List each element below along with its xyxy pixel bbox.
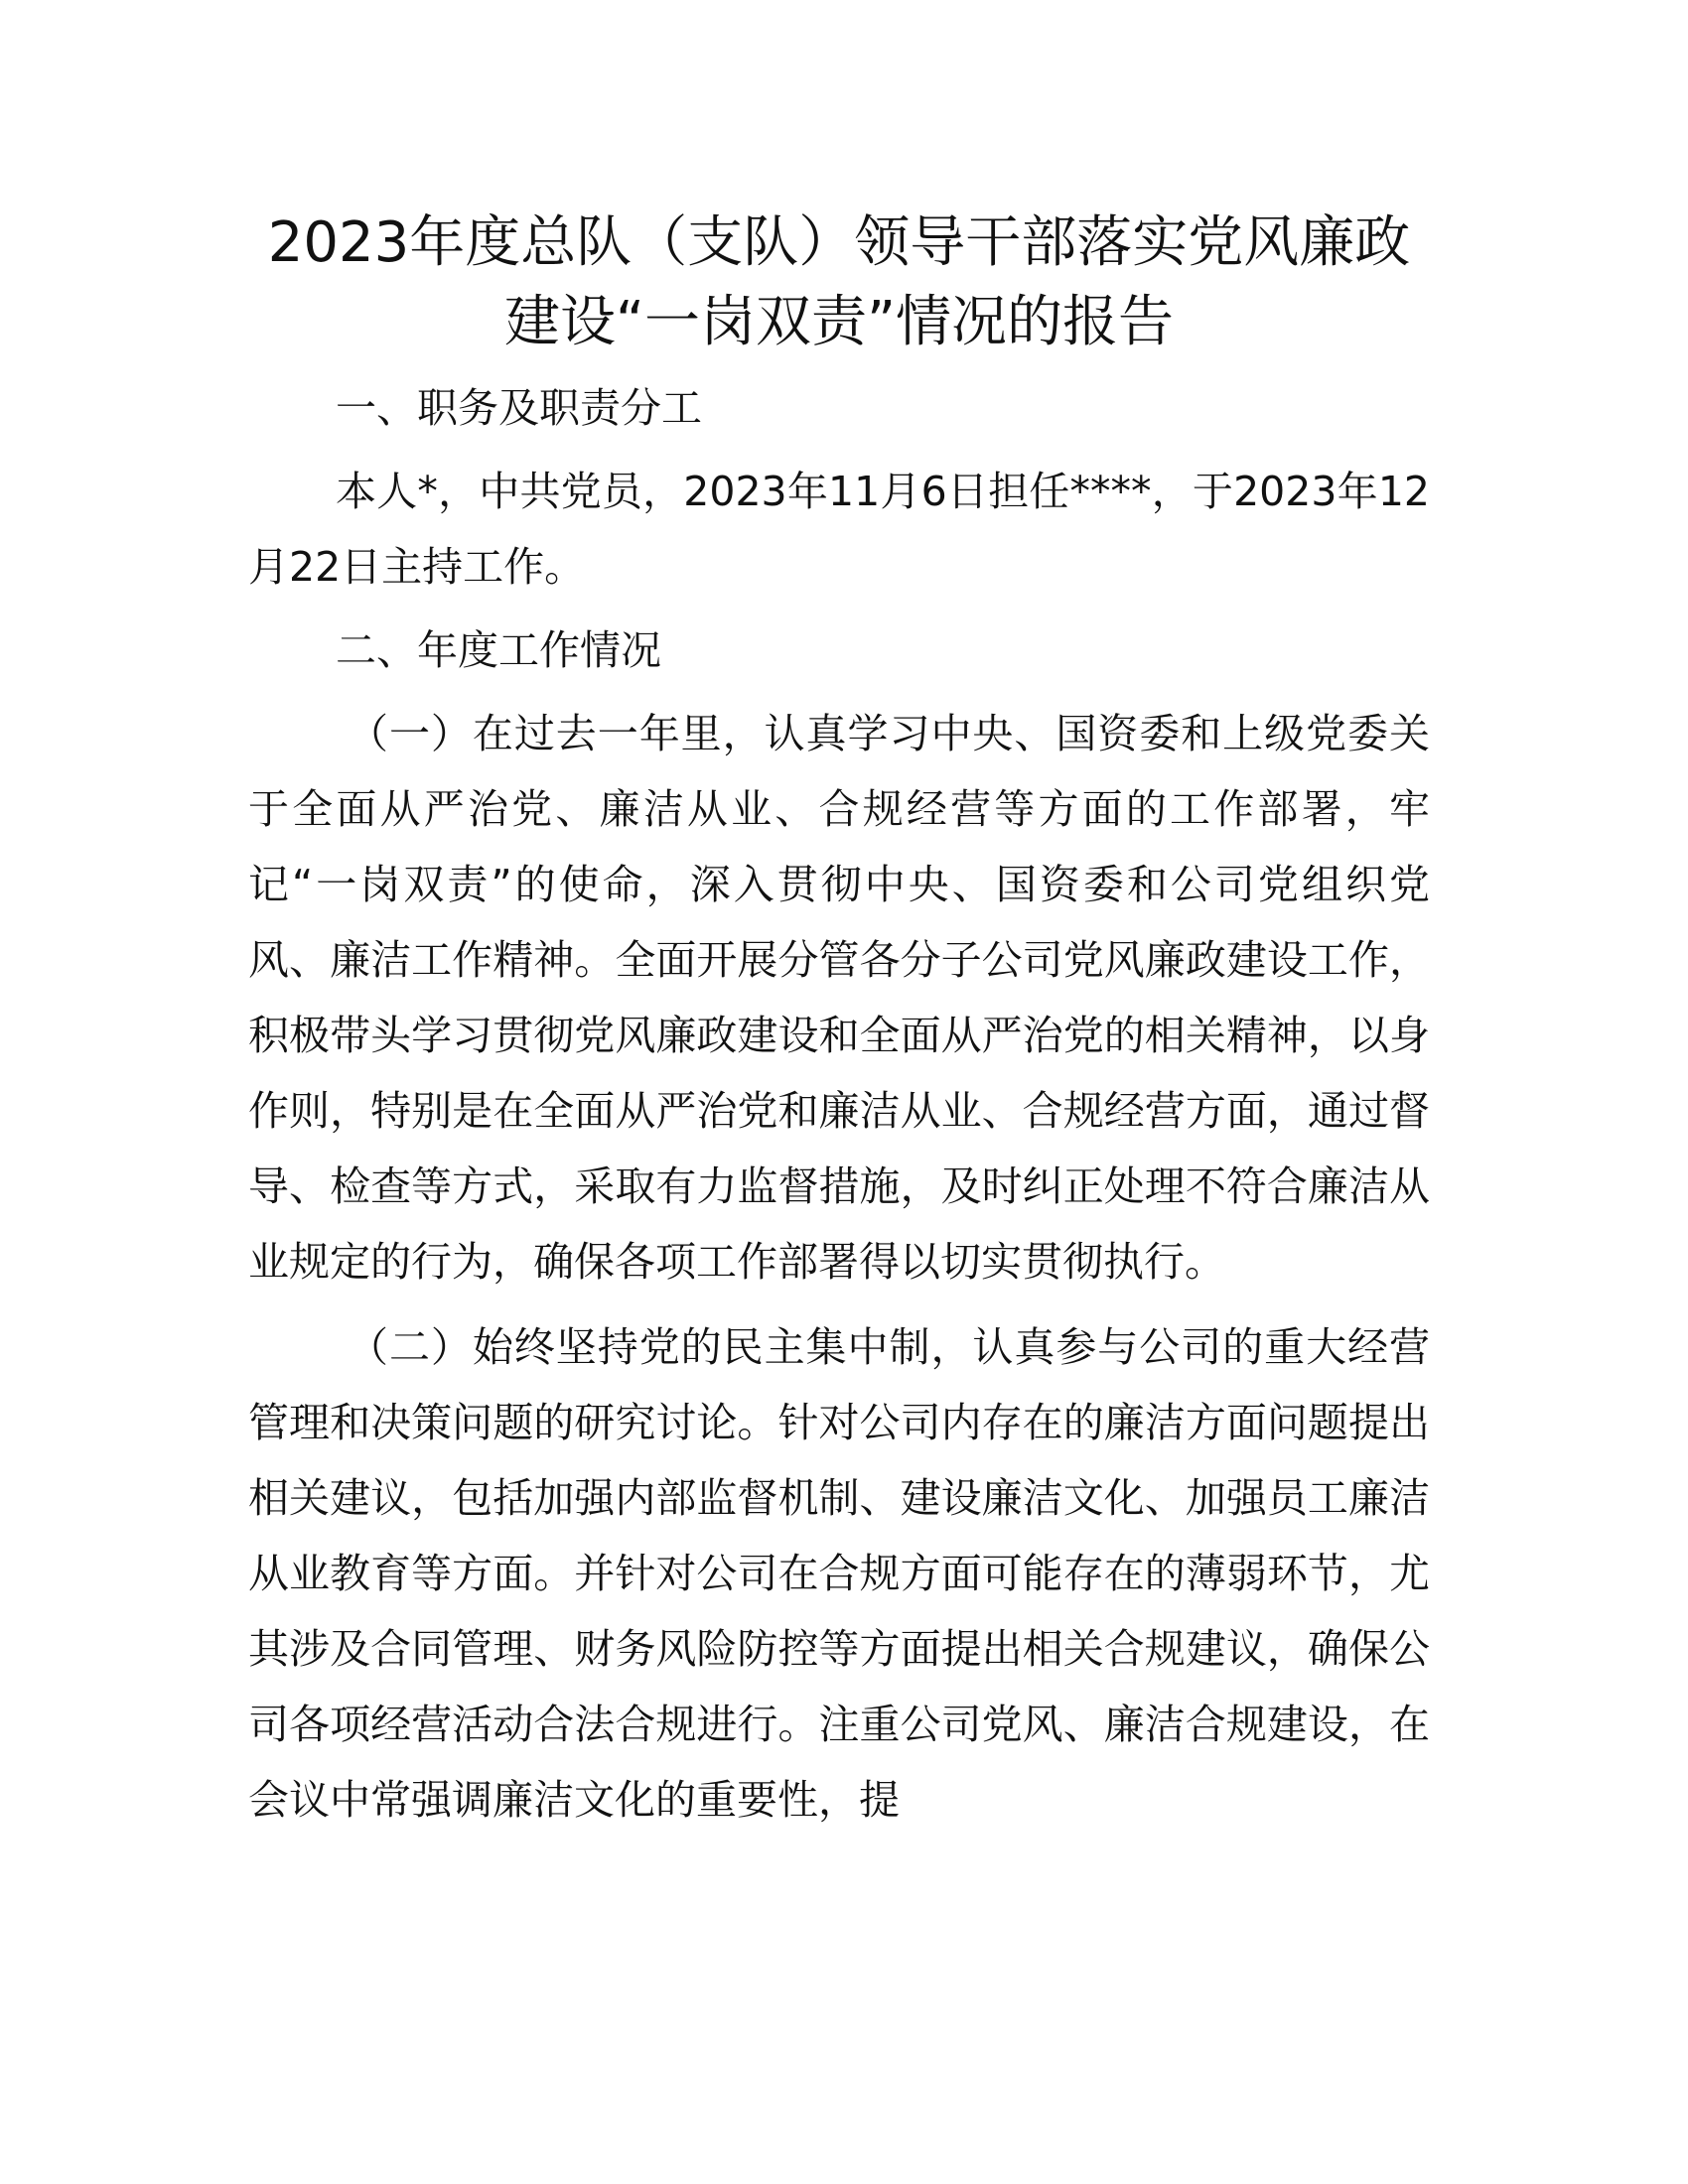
paragraph-item-2: （二）始终坚持党的民主集中制，认真参与公司的重大经营管理和决策问题的研究讨论。针对公司内存在的廉洁方面问题提出相关建议，包括加强内部监督机制、建设廉洁文化、加强员工廉洁从业教育等方面。并针对公司在合规方面可能存在的薄弱环节，尤其涉及合同管理、财务风险防控等方面提出相关合规建议，确保公司各项经营活动合法合规进行。注重公司党风、廉洁合规建设，在会议中常强调廉洁文化的重要性，提 (248, 1323, 1430, 1824)
paragraph-item-1: （一）在过去一年里，认真学习中央、国资委和上级党委关于全面从严治党、廉洁从业、合规经营等方面的工作部署，牢记“一岗双责”的使命，深入贯彻中央、国资委和公司党组织党风、廉洁工作精神。全面开展分管各分子公司党风廉政建设工作，积极带头学习贯彻党风廉政建设和全面从严治党的相关精神，以身作则，特别是在全面从严治党和廉洁从业、合规经营方面，通过督导、检查等方式，采取有力监督措施，及时纠正处理不符合廉洁从业规定的行为，确保各项工作部署得以切实贯彻执行。 (248, 710, 1430, 1286)
title-line-2: 建设“一岗双责”情况的报告 (503, 290, 1175, 354)
title-line-1: 2023年度总队（支队）领导干部落实党风廉政 (267, 210, 1411, 275)
section-1-heading: 一、职务及职责分工 (336, 384, 702, 432)
section-2-heading: 二、年度工作情况 (336, 626, 661, 674)
section-1-paragraph: 本人*，中共党员，2023年11月6日担任****，于2023年12月22日主持工作。 (248, 468, 1430, 591)
document-title (248, 204, 1430, 362)
document-page (248, 204, 1430, 1838)
